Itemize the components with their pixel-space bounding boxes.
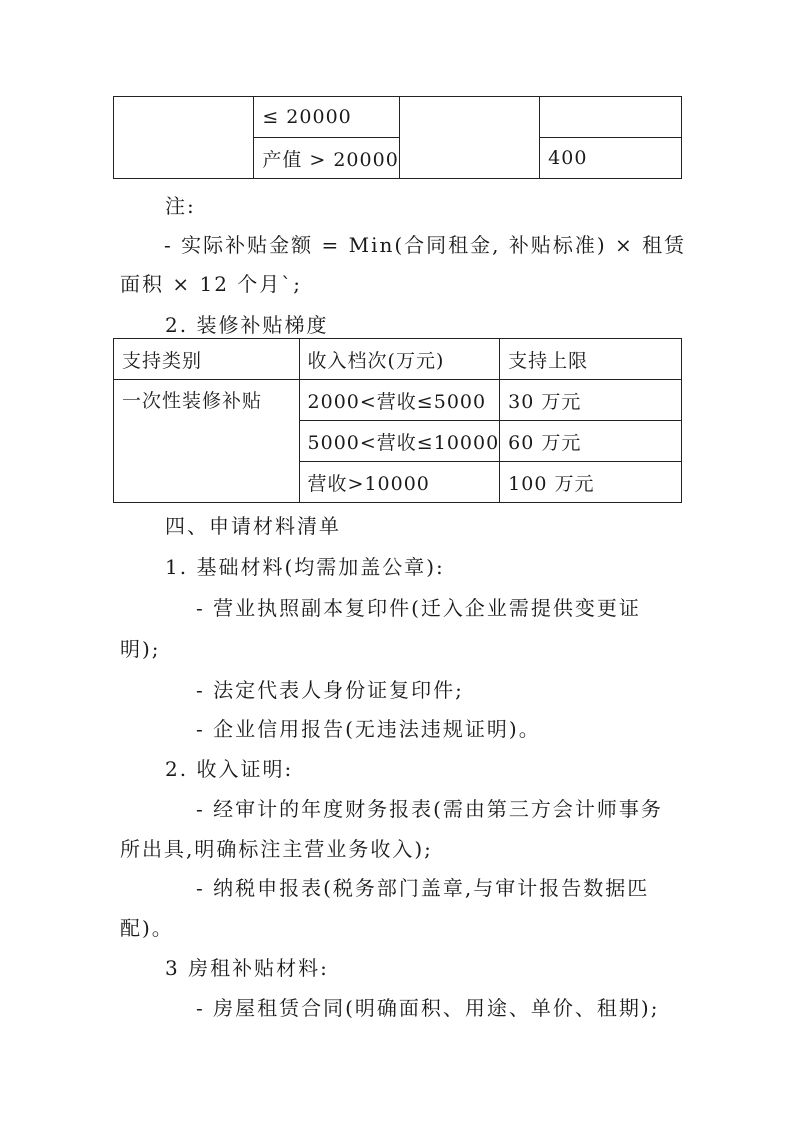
- formula-line: - 实际补贴金额 = Min(合同租金, 补贴标准) × 租赁: [164, 233, 687, 257]
- table-cell: [399, 97, 539, 179]
- subsection-heading: 2. 收入证明:: [165, 757, 294, 781]
- table-header: 支持上限: [500, 339, 682, 380]
- list-item: 配)。: [120, 916, 174, 940]
- table-header: 收入档次(万元): [299, 339, 500, 380]
- table-cell: [540, 97, 682, 138]
- table-cell: 30 万元: [500, 380, 682, 421]
- table-cell: 产值 > 20000: [254, 138, 399, 179]
- table-cell: 2000<营收≤5000: [299, 380, 500, 421]
- table-cell: 60 万元: [500, 421, 682, 462]
- table-cell: 100 万元: [500, 462, 682, 503]
- list-item: - 营业执照副本复印件(迁入企业需提供变更证: [196, 596, 641, 620]
- formula-line: 面积 × 12 个月`;: [120, 272, 303, 296]
- table-cell: [114, 97, 254, 179]
- rent-subsidy-table-continued: [113, 96, 682, 179]
- table-cell: 营收>10000: [299, 462, 500, 503]
- list-item: 所出具,明确标注主营业务收入);: [120, 837, 433, 861]
- table-cell: 5000<营收≤10000: [299, 421, 500, 462]
- table-cell: ≤ 20000: [254, 97, 399, 138]
- renovation-subsidy-table: [113, 338, 682, 503]
- list-item: - 经审计的年度财务报表(需由第三方会计师事务: [196, 797, 663, 821]
- table-cell: 一次性装修补贴: [114, 380, 300, 503]
- note-label: 注:: [165, 194, 196, 218]
- section-heading: 2. 装修补贴梯度: [165, 313, 329, 337]
- list-item: - 房屋租赁合同(明确面积、用途、单价、租期);: [196, 996, 660, 1020]
- list-item: 明);: [120, 637, 161, 661]
- section-heading: 四、申请材料清单: [165, 514, 341, 538]
- subsection-heading: 1. 基础材料(均需加盖公章):: [165, 555, 445, 579]
- subsection-heading: 3 房租补贴材料:: [165, 956, 329, 980]
- table-cell: 400: [540, 138, 682, 179]
- table-header: 支持类别: [114, 339, 300, 380]
- list-item: - 法定代表人身份证复印件;: [196, 678, 464, 702]
- list-item: - 纳税申报表(税务部门盖章,与审计报告数据匹: [196, 876, 650, 900]
- list-item: - 企业信用报告(无违法违规证明)。: [196, 717, 541, 741]
